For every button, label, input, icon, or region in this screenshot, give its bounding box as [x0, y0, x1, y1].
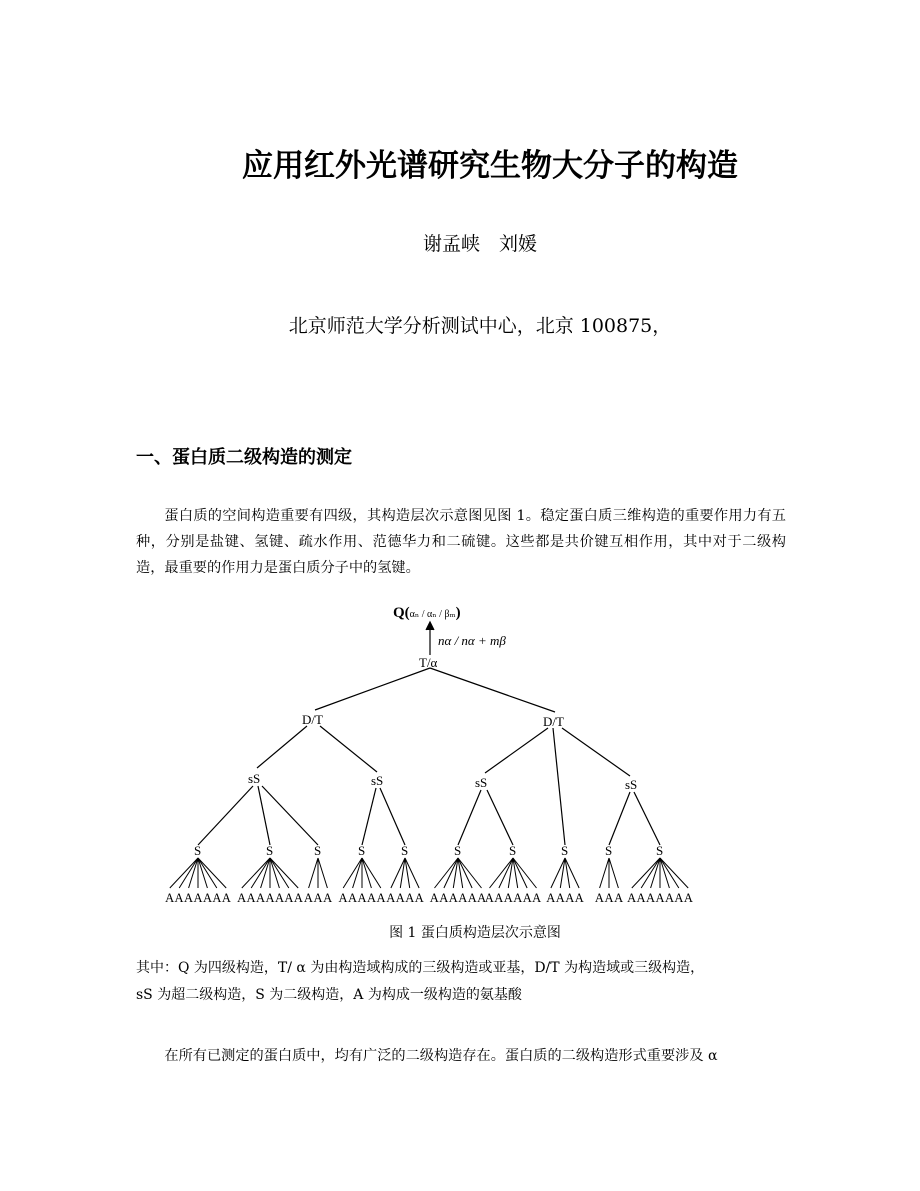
arrow-label: nα / nα + mβ [438, 633, 506, 648]
amino-acid-group: AAAAAAA [237, 891, 303, 905]
amino-acid-group: AAAA [386, 891, 424, 905]
leaf-edge [353, 858, 362, 888]
amino-acid-group: AAAA [546, 891, 584, 905]
amino-acid-group: AAA [303, 891, 333, 905]
ss-label-1: sS [248, 771, 261, 786]
authors: 谢孟峡 刘媛 [422, 233, 537, 255]
leaf-edge [362, 858, 371, 888]
s-node-label: S [358, 843, 366, 858]
figure-caption: 图 1 蛋白质构造层次示意图 [389, 925, 561, 941]
leaf-edge [600, 858, 609, 888]
leaf-edge [641, 858, 660, 888]
leaf-edge [251, 858, 270, 888]
s-node-label: S [266, 843, 274, 858]
s-node-label: S [194, 843, 202, 858]
s-node-label: S [509, 843, 517, 858]
amino-acid-group: AAAAAAA [165, 891, 231, 905]
ss-label-3: sS [475, 775, 488, 790]
leaf-edge [318, 858, 327, 888]
s-node-label: S [656, 843, 664, 858]
amino-acid-group: AAAAAAA [627, 891, 693, 905]
ss-label-4: sS [625, 777, 638, 792]
amino-acid-group: AAAAA [338, 891, 386, 905]
s-node-label: S [605, 843, 613, 858]
amino-acid-group: AAA [594, 891, 624, 905]
paper-title: 应用红外光谱研究生物大分子的构造 [242, 148, 738, 184]
affiliation: 北京师范大学分析测试中心，北京 100875， [288, 315, 672, 337]
s-node-label: S [454, 843, 462, 858]
leaf-edge [660, 858, 679, 888]
s-node-label: S [561, 843, 569, 858]
dt-label-left: D/T [302, 712, 323, 727]
leaf-edge [179, 858, 198, 888]
figure-note [136, 955, 796, 1009]
section-heading: 一、蛋白质二级构造的测定 [136, 447, 352, 468]
quaternary-label: Q(αₙ / αₙ / βₘ) [393, 605, 461, 621]
root-label: T/α [419, 655, 438, 670]
leaf-edge [609, 858, 618, 888]
paragraph-intro: 蛋白质的空间构造重要有四级，其构造层次示意图见图 1。稳定蛋白质三维构造的重要作用力有五种，分别是盐键、氢键、疏水作用、范德华力和二硫键。这些都是共价键互相作用，其中对于二级构造，最重要的作用力是蛋白质分子中的氢键。 [136, 508, 786, 576]
note-line-2: sS 为超二级构造，S 为二级构造，A 为构成一级构造的氨基酸 [136, 987, 522, 1003]
leaf-edge [343, 858, 362, 888]
amino-acid-group: AAAAAA [484, 891, 542, 905]
paragraph-secondary: 在所有已测定的蛋白质中，均有广泛的二级构造存在。蛋白质的二级构造形式重要涉及 α [164, 1048, 718, 1064]
amino-acid-group: AAAAAA [429, 891, 487, 905]
leaf-edge [362, 858, 381, 888]
note-line-1: 其中：Q 为四级构造，T/ α 为由构造域构成的三级构造或亚基，D/T 为构造域或三级构造， [136, 960, 705, 976]
leaf-edge [309, 858, 318, 888]
leaf-edge [270, 858, 289, 888]
dt-label-right: D/T [543, 714, 564, 729]
s-node-label: S [314, 843, 322, 858]
leaf-edge [198, 858, 217, 888]
protein-structure-diagram [160, 600, 720, 912]
ss-label-2: sS [371, 773, 384, 788]
s-node-label: S [401, 843, 409, 858]
